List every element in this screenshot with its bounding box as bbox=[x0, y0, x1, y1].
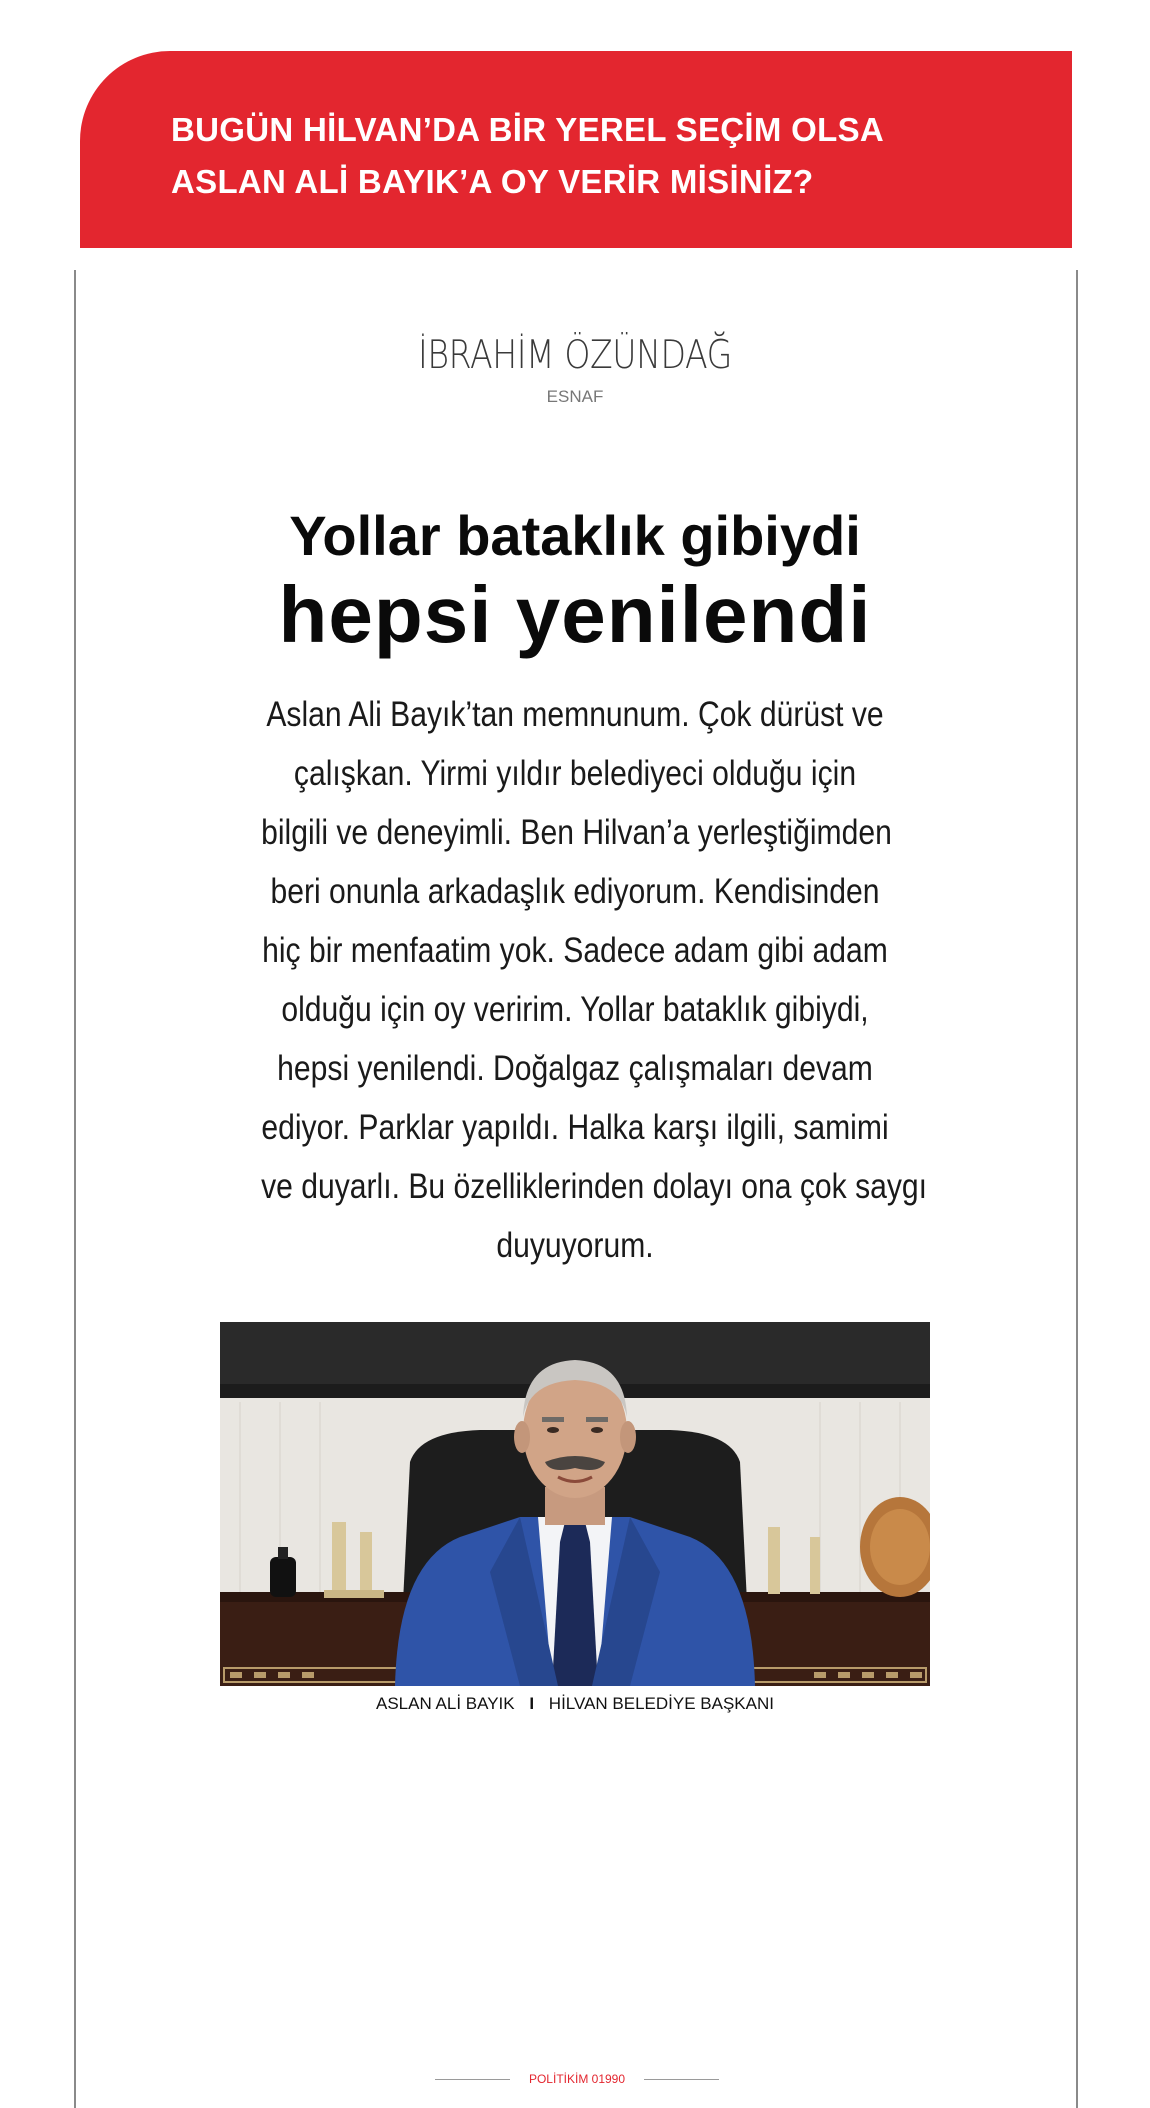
author-role: ESNAF bbox=[546, 387, 604, 406]
body-line: bilgili ve deneyimli. Ben Hilvan’a yerleştiğimden bbox=[261, 813, 892, 852]
footer-rule-right bbox=[644, 2079, 719, 2080]
portrait-illustration bbox=[220, 1322, 930, 1686]
author-block bbox=[0, 326, 1150, 408]
body-line: ediyor. Parklar yapıldı. Halka karşı ilgili, samimi bbox=[261, 1108, 889, 1147]
author-name: İBRAHİM ÖZÜNDAĞ bbox=[418, 333, 732, 378]
body-line: hepsi yenilendi. Doğalgaz çalışmaları devam bbox=[277, 1049, 873, 1088]
body-line: çalışkan. Yirmi yıldır belediyeci olduğu için bbox=[293, 754, 857, 793]
caption-title: HİLVAN BELEDİYE BAŞKANI bbox=[548, 1694, 774, 1713]
page-footer bbox=[0, 2068, 1150, 2092]
body-line: ve duyarlı. Bu özelliklerinden dolayı ona çok saygı bbox=[261, 1167, 928, 1206]
banner-question-line-1: BUGÜN HİLVAN’DA BİR YEREL SEÇİM OLSA bbox=[171, 111, 885, 148]
caption-name: ASLAN ALİ BAYIK bbox=[376, 1694, 515, 1713]
body-line: hiç bir menfaatim yok. Sadece adam gibi adam bbox=[262, 931, 888, 970]
footer-label: POLİTİKİM 01990 bbox=[528, 2072, 626, 2086]
body-line: olduğu için oy veririm. Yollar bataklık gibiydi, bbox=[281, 990, 869, 1029]
article-headline bbox=[0, 500, 1150, 658]
body-line: beri onunla arkadaşlık ediyorum. Kendisinden bbox=[270, 872, 880, 911]
portrait-photo bbox=[220, 1322, 930, 1686]
caption-separator: I bbox=[529, 1694, 535, 1713]
body-line: Aslan Ali Bayık’tan memnunum. Çok dürüst ve bbox=[266, 695, 884, 734]
banner-question-line-2: ASLAN ALİ BAYIK’A OY VERİR MİSİNİZ? bbox=[171, 163, 814, 200]
footer-rule-left bbox=[435, 2079, 510, 2080]
headline-line-1: Yollar bataklık gibiydi bbox=[289, 504, 861, 567]
photo-caption bbox=[0, 1692, 1150, 1716]
headline-line-2: hepsi yenilendi bbox=[278, 570, 872, 659]
body-line: duyuyorum. bbox=[496, 1226, 654, 1265]
headline-banner bbox=[80, 51, 1072, 248]
article-body bbox=[261, 685, 928, 1275]
